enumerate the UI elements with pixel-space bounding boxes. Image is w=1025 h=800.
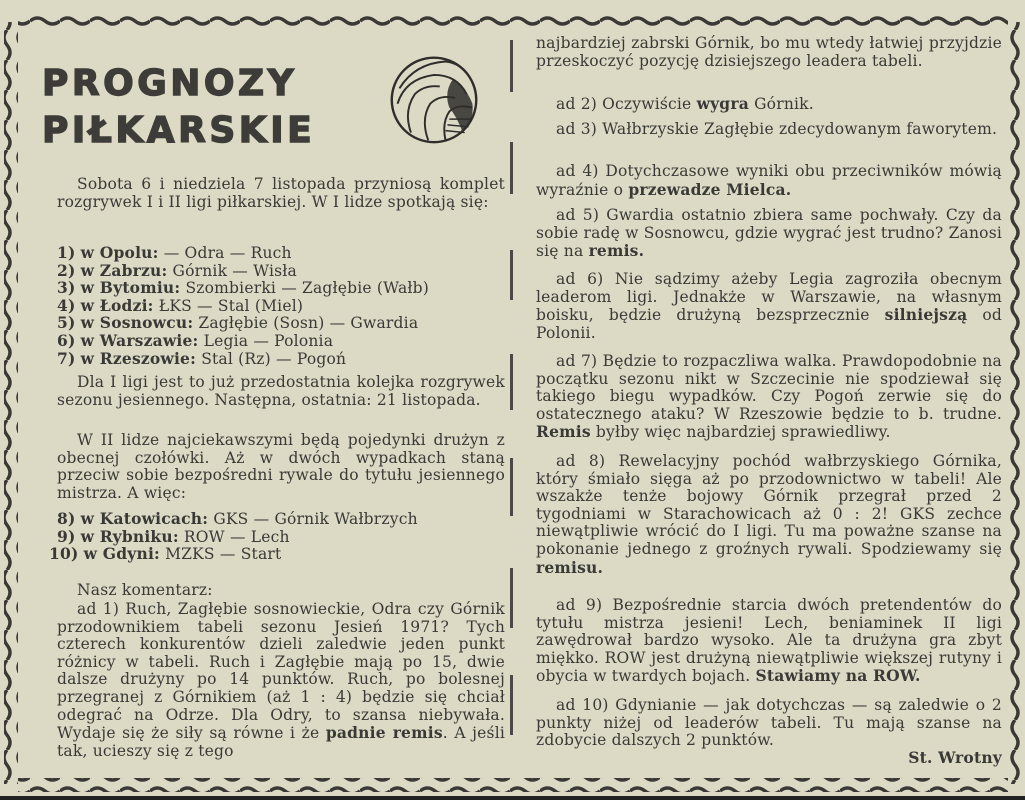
commentary-ad9: ad 9) Bezpośrednie starcia dwóch pretendentów do tytułu mistrza jesieni! Lech, beniaminek II ligi zawędrował bardzo wysoko. Ale ta drużyna gra zbyt miękko. ROW jest drużyną niewątpliwie większej rutyny i obycia w twardych bojach. Stawiamy na ROW. — [536, 596, 1002, 686]
commentary-ad3: ad 3) Wałbrzyskie Zagłębie zdecydowanym faworytem. — [556, 120, 998, 138]
league2-fixtures — [49, 509, 418, 564]
fixture-item: 9) w Rybniku: ROW — Lech — [57, 526, 290, 546]
commentary-ad7: ad 7) Będzie to rozpaczliwa walka. Prawdopodobnie na początku sezonu nikt w Szczecinie nie spodziewał się takiego biegu wypadków. Czy Pogoń zerwie się do ostatecznego ataku? W Rzeszowie będzie to b. trudne. Remis byłby więc najbardziej sprawiedliwy. — [536, 352, 1002, 442]
season-note-paragraph: Dla I ligi jest to już przedostatnia kolejka rozgrywek sezonu jesiennego. Następna, ostatnia: 21 listopada. — [57, 373, 505, 409]
fixture-item: 8) w Katowicach: GKS — Górnik Wałbrzych — [57, 509, 418, 528]
column-rule — [510, 458, 513, 516]
fixture-item: 6) w Warszawie: Legia — Polonia — [57, 330, 334, 350]
column-rule — [510, 250, 513, 300]
league1-fixtures — [57, 244, 429, 367]
fixture-item: 1) w Opolu: — Odra — Ruch — [57, 243, 292, 262]
intro-paragraph: Sobota 6 i niedziela 7 listopada przyniosą komplet rozgrywek I i II ligi piłkarskiej. W I lidze spotkają się: — [57, 175, 505, 211]
football-ball-icon — [386, 50, 482, 146]
fixture-item: 4) w Łodzi: ŁKS — Stal (Miel) — [57, 295, 304, 315]
commentary-heading: Nasz komentarz: — [77, 581, 213, 599]
article-headline — [42, 60, 315, 154]
commentary-ad1-continued: najbardziej zabrski Górnik, bo mu wtedy łatwiej przyjdzie przeskoczyć pozycję dzisiejszego leadera tabeli. — [536, 34, 1002, 70]
author-signature: St. Wrotny — [908, 748, 1002, 767]
headline-line-1: PROGNOZY — [42, 63, 298, 104]
fixture-item: 3) w Bytomiu: Szombierki — Zagłębie (Wałb) — [57, 278, 429, 298]
column-rule — [510, 40, 513, 92]
column-rule — [510, 142, 513, 194]
fixture-item: 2) w Zabrzu: Górnik — Wisła — [57, 260, 297, 280]
headline-line-2: PIŁKARSKIE — [42, 110, 316, 151]
fixture-item: 5) w Sosnowcu: Zagłębie (Sosn) — Gwardia — [57, 313, 419, 333]
commentary-ad5: ad 5) Gwardia ostatnio zbiera same pochwały. Czy da sobie radę w Sosnowcu, gdzie wygrać jest trudno? Zanosi się na remis. — [536, 206, 1002, 261]
commentary-ad10: ad 10) Gdynianie — jak dotychczas — są zaledwie o 2 punkty niżej od leaderów tabeli. Tu mają szanse na zdobycie dalszych 2 punktów. — [536, 696, 1002, 750]
commentary-ad2: ad 2) Oczywiście wygra Górnik. — [556, 94, 814, 113]
column-rule — [510, 568, 513, 628]
page-edge — [0, 796, 1025, 800]
fixture-item: 10) w Gdyni: MZKS — Start — [49, 544, 282, 564]
fixture-item: 7) w Rzeszowie: Stal (Rz) — Pogoń — [57, 348, 347, 368]
commentary-ad6: ad 6) Nie sądzimy ażeby Legia zagroziła obecnym leaderom ligi. Jednakże w Warszawie, na własnym boisku, będzie drużyną bezsprzecznie silniejszą od Polonii. — [536, 270, 1003, 342]
column-rule — [510, 675, 513, 735]
commentary-ad8: ad 8) Rewelacyjny pochód wałbrzyskiego Górnika, który śmiało sięga aż po przodownictwo w tabeli! Ale wszakże tenże bojowy Górnik przegrał przed 2 tygodniami w Starachowicach aż 0 : 2! GKS zechce niewątpliwie wrócić do I ligi. Tu ma poważne szanse na pokonanie jednego z groźnych rywali. Spodziewamy się remisu. — [536, 452, 1002, 577]
league2-intro-paragraph: W II lidze najciekawszymi będą pojedynki drużyn z obecnej czołówki. Aż w dwóch wypadkach staną przeciw sobie bezpośredni rywale do tytułu jesiennego mistrza. A więc: — [57, 431, 505, 502]
commentary-ad4: ad 4) Dotychczasowe wyniki obu przeciwników mówią wyraźnie o przewadze Mielca. — [536, 162, 1002, 199]
column-rule — [510, 354, 513, 410]
commentary-ad1: ad 1) Ruch, Zagłębie sosnowieckie, Odra czy Górnik przodownikiem tabeli sezonu Jesień 1971? Tych czterech konkurentów dzieli zaledwie jeden punkt różnicy w tabeli. Ruch i Zagłębie mają po 15, dwie dalsze drużyny po 14 punktów. Ruch, po bolesnej przegranej z Górnikiem (aż 1 : 4) będzie się chciał odegrać na Odrze. Dla Odry, to szansa niebywała. Wydaje się że siły są równe i że padnie remis. A jeśli tak, ucieszy się z tego — [57, 600, 506, 760]
